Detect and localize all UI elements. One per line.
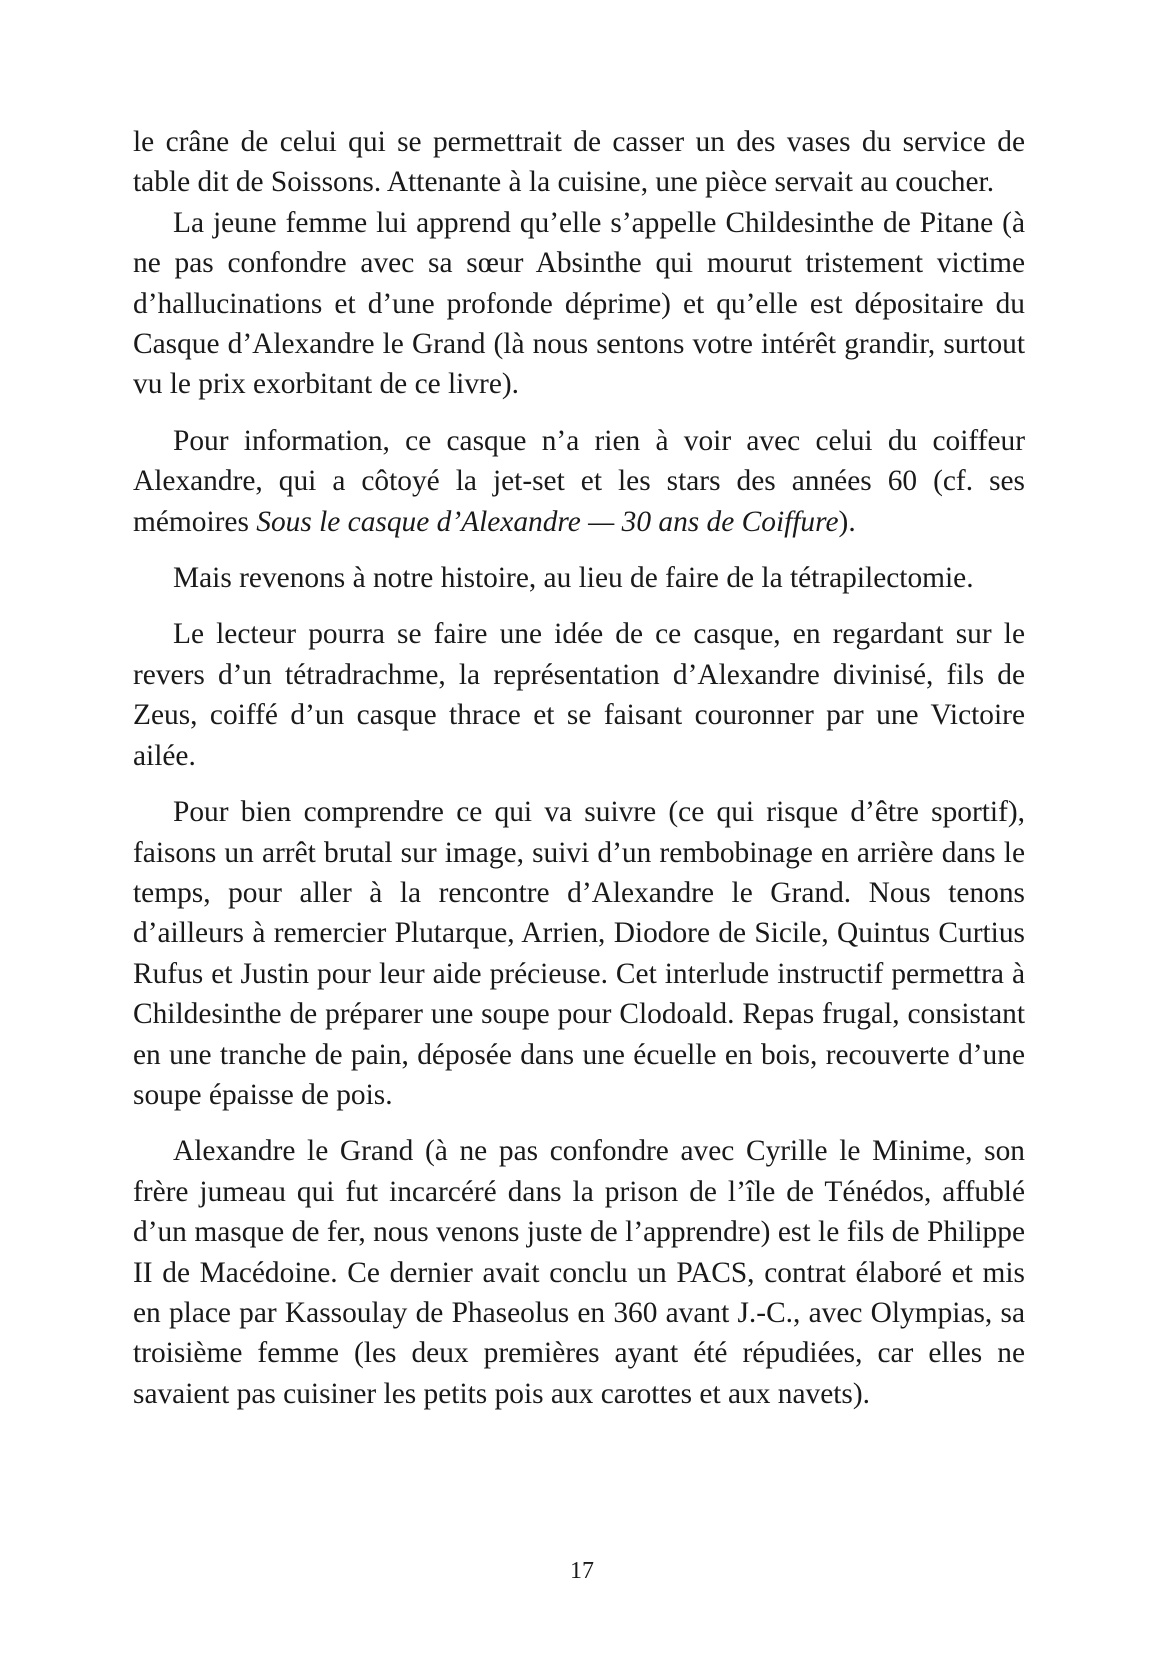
paragraph-4: Mais revenons à notre histoire, au lieu de faire de la tétrapilectomie. [173,562,974,595]
paragraph-7: Alexandre le Grand (à ne pas confondre avec Cyrille le Minime, son frère jumeau qui fut incarcéré dans la prison de l’île de Ténédos, affublé d’un masque de fer, nous venons juste de l’apprendre) est le fils de Philippe II de Macédoine. Ce dernier avait conclu un PACS, contrat élaboré et mis en place par Kassoulay de Phaseolus en 360 avant J.-C., avec Olympias, sa troisième femme (les deux premières ayant été répudiées, car elles ne savaient pas cuisiner les petits pois aux carottes et aux navets). [133,1135,1025,1410]
paragraph-3-text-after: ). [838,505,856,538]
paragraph-3 [133,421,1025,542]
paragraph-6: Pour bien comprendre ce qui va suivre (ce qui risque d’être sportif), faisons un arrêt brutal sur image, suivi d’un rembobinage en arrière dans le temps, pour aller à la rencontre d’Alexandre le Grand. Nous tenons d’ailleurs à remercier Plutarque, Arrien, Diodore de Sicile, Quintus Curtius Rufus et Justin pour leur aide précieuse. Cet interlude instructif permettra à Childesinthe de préparer une soupe pour Clodoald. Repas frugal, consistant en une tranche de pain, déposée dans une écuelle en bois, recouverte d’une soupe épaisse de pois. [133,796,1025,1111]
paragraph-2: La jeune femme lui apprend qu’elle s’appelle Childesinthe de Pitane (à ne pas confondre avec sa sœur Absinthe qui mourut tristement victime d’hallucinations et d’une profonde déprime) et qu’elle est dépositaire du Casque d’Alexandre le Grand (là nous sentons votre intérêt grandir, surtout vu le prix exorbitant de ce livre). [133,206,1025,401]
book-title-italic: Sous le casque d’Alexandre — 30 ans de Coiffure [256,505,839,538]
body-text [133,122,1025,1414]
paragraph-3-text-before: Pour information, ce casque n’a rien à voir avec celui du coiffeur Alexandre, qui a côtoyé la jet-set et les stars des années 60 (cf. ses mémoires [133,424,1025,538]
page-number: 17 [570,1558,594,1584]
paragraph-5: Le lecteur pourra se faire une idée de ce casque, en regardant sur le revers d’un tétradrachme, la représentation d’Alexandre divinisé, fils de Zeus, coiffé d’un casque thrace et se faisant couronner par une Victoire ailée. [133,618,1025,772]
paragraph-1: le crâne de celui qui se permettrait de casser un des vases du service de table dit de Soissons. Attenante à la cuisine, une pièce servait au coucher. [133,126,1025,199]
